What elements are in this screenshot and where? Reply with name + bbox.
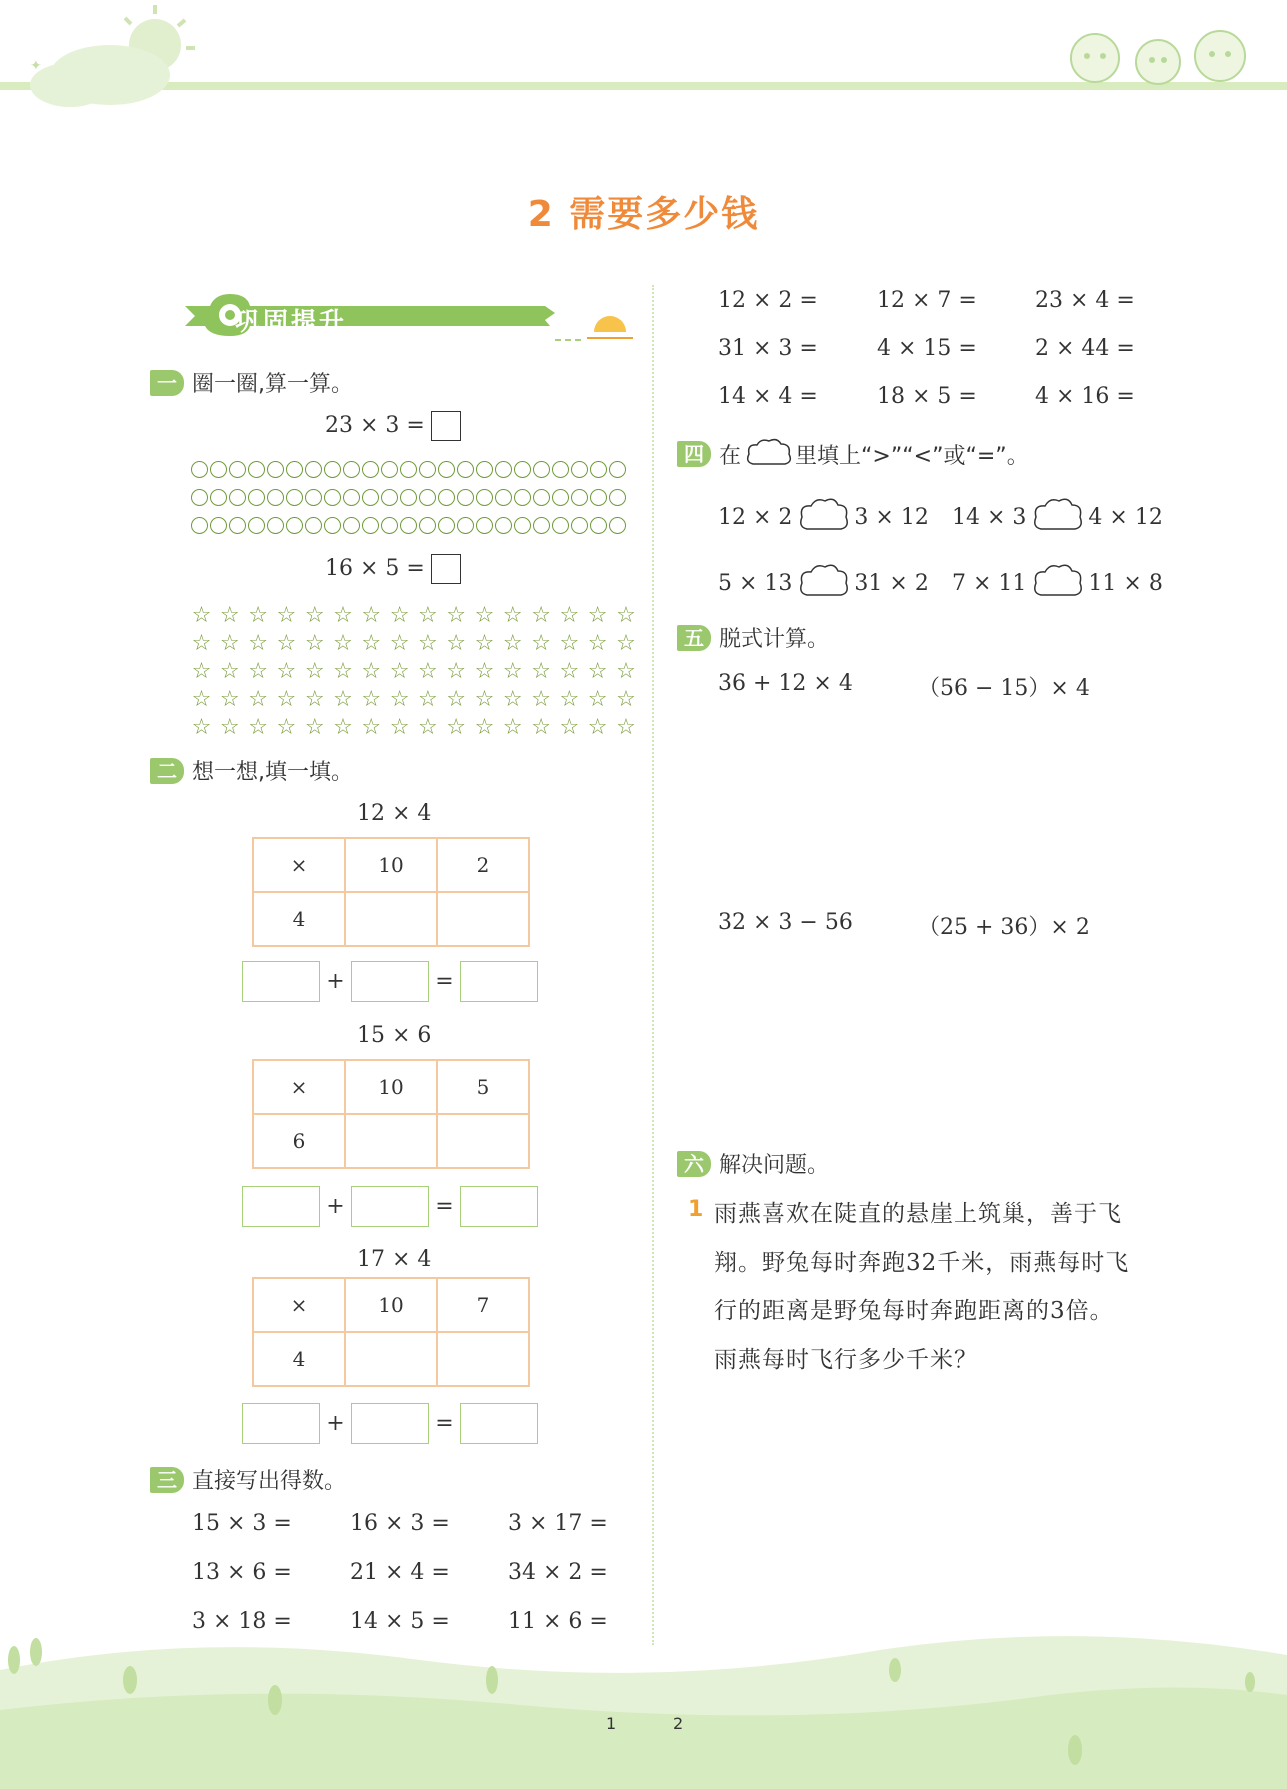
multiplication-grid-1	[252, 837, 530, 947]
step-calc-item: 36 + 12 × 4	[718, 671, 853, 696]
circle-icon[interactable]	[552, 461, 569, 478]
star-icon[interactable]: ☆	[304, 603, 325, 628]
star-icon[interactable]: ☆	[304, 631, 325, 656]
sum-row-3	[242, 1403, 538, 1444]
star-icon[interactable]: ☆	[219, 631, 240, 656]
section-badge: 六	[677, 1151, 711, 1177]
answer-box[interactable]	[431, 411, 461, 441]
grid-header: 10	[345, 1060, 437, 1114]
star-icon[interactable]: ☆	[361, 631, 382, 656]
star-icon[interactable]: ☆	[587, 687, 608, 712]
circle-icon[interactable]	[210, 461, 227, 478]
equals-sign: =	[435, 1194, 454, 1219]
circle-icon[interactable]	[343, 489, 360, 506]
circle-icon[interactable]	[419, 461, 436, 478]
star-icon[interactable]: ☆	[474, 659, 495, 684]
circle-row-2	[191, 489, 628, 506]
star-icon[interactable]: ☆	[389, 603, 410, 628]
circle-icon[interactable]	[514, 517, 531, 534]
block-1-expression: 12 × 4	[357, 801, 432, 826]
grid-header: 5	[437, 1060, 529, 1114]
circle-icon[interactable]	[248, 461, 265, 478]
star-icon[interactable]: ☆	[531, 715, 551, 740]
star-row-5	[190, 716, 643, 739]
grid-header: 2	[437, 838, 529, 892]
circle-icon[interactable]	[229, 461, 246, 478]
circle-icon[interactable]	[495, 517, 512, 534]
sum-input[interactable]	[242, 961, 320, 1002]
star-icon[interactable]: ☆	[559, 715, 580, 740]
circle-icon[interactable]	[362, 517, 379, 534]
star-icon[interactable]: ☆	[616, 659, 636, 684]
circle-icon[interactable]	[590, 489, 607, 506]
circle-icon[interactable]	[571, 489, 588, 506]
star-icon[interactable]: ☆	[219, 687, 240, 712]
calc-item: 13 × 6 =	[192, 1560, 292, 1585]
block-2-expression: 15 × 6	[357, 1023, 432, 1048]
page-number-right: 2	[673, 1714, 684, 1733]
plus-sign: +	[326, 969, 345, 994]
circle-icon[interactable]	[609, 517, 626, 534]
step-calc-item: （56 − 15）× 4	[918, 676, 1090, 701]
section-title: 脱式计算。	[719, 627, 830, 652]
circle-icon[interactable]	[381, 461, 398, 478]
star-icon[interactable]: ☆	[418, 631, 438, 656]
equals-sign: =	[435, 969, 454, 994]
circle-icon[interactable]	[552, 517, 569, 534]
column-divider	[652, 285, 654, 1645]
section-4-heading	[677, 436, 1029, 472]
star-icon[interactable]: ☆	[389, 659, 410, 684]
sum-row-2	[242, 1186, 538, 1227]
compare-item	[952, 561, 1163, 605]
compare-left: 7 × 11	[952, 570, 1027, 596]
grid-row-label: 4	[253, 1332, 345, 1386]
section-badge: 二	[150, 758, 184, 784]
circle-icon[interactable]	[438, 461, 455, 478]
compare-item	[718, 561, 929, 605]
problem-line: 行的距离是野兔每时奔跑距离的3倍。	[714, 1298, 1114, 1324]
circle-icon[interactable]	[533, 517, 550, 534]
star-row-1	[190, 604, 643, 627]
circle-icon[interactable]	[305, 517, 322, 534]
circle-icon[interactable]	[362, 489, 379, 506]
circle-icon[interactable]	[590, 461, 607, 478]
star-icon[interactable]: ☆	[418, 715, 438, 740]
grid-header: 10	[345, 838, 437, 892]
grid-cell[interactable]	[345, 1332, 437, 1386]
star-icon[interactable]: ☆	[219, 603, 240, 628]
circle-icon[interactable]	[571, 461, 588, 478]
star-icon[interactable]: ☆	[191, 631, 212, 656]
star-icon[interactable]: ☆	[616, 715, 636, 740]
section-badge: 三	[150, 1467, 184, 1493]
grid-cell[interactable]	[437, 1114, 529, 1168]
circle-icon[interactable]	[362, 461, 379, 478]
circle-icon[interactable]	[476, 489, 493, 506]
circle-icon[interactable]	[210, 489, 227, 506]
page-number-left: 1	[606, 1714, 617, 1733]
star-icon[interactable]: ☆	[389, 631, 410, 656]
grid-cell[interactable]	[437, 1332, 529, 1386]
star-icon[interactable]: ☆	[248, 715, 268, 740]
star-icon[interactable]: ☆	[531, 659, 551, 684]
star-icon[interactable]: ☆	[276, 603, 297, 628]
sum-result[interactable]	[460, 961, 538, 1002]
star-icon[interactable]: ☆	[304, 659, 325, 684]
calc-item: 18 × 5 =	[877, 384, 977, 409]
circle-icon[interactable]	[267, 517, 284, 534]
star-icon[interactable]: ☆	[389, 715, 410, 740]
star-icon[interactable]: ☆	[333, 687, 353, 712]
sum-row-1	[242, 961, 538, 1002]
star-icon[interactable]: ☆	[559, 603, 580, 628]
circle-icon[interactable]	[609, 489, 626, 506]
circle-icon[interactable]	[400, 517, 417, 534]
circle-icon[interactable]	[571, 517, 588, 534]
star-icon[interactable]: ☆	[446, 631, 467, 656]
star-icon[interactable]: ☆	[474, 715, 495, 740]
grid-cell[interactable]	[345, 892, 437, 946]
calc-item: 21 × 4 =	[350, 1560, 450, 1585]
section-6-heading	[677, 1148, 829, 1179]
star-icon[interactable]: ☆	[361, 715, 382, 740]
star-icon[interactable]: ☆	[502, 659, 523, 684]
star-icon[interactable]: ☆	[248, 631, 268, 656]
hills-decoration	[0, 1600, 1287, 1789]
problem-number: 1	[688, 1197, 704, 1222]
circle-icon[interactable]	[324, 461, 341, 478]
circle-icon[interactable]	[343, 461, 360, 478]
multiplication-grid-3	[252, 1277, 530, 1387]
star-icon[interactable]: ☆	[191, 687, 212, 712]
star-icon[interactable]: ☆	[248, 687, 268, 712]
star-icon[interactable]: ☆	[333, 631, 353, 656]
star-icon[interactable]: ☆	[276, 631, 297, 656]
banner-label: 巩固提升	[235, 307, 348, 336]
star-icon[interactable]: ☆	[587, 715, 608, 740]
section-3-heading	[150, 1464, 346, 1495]
problem-line: 雨燕喜欢在陡直的悬崖上筑巢，善于飞	[714, 1201, 1122, 1227]
calc-item: 15 × 3 =	[192, 1511, 292, 1536]
circle-icon[interactable]	[229, 517, 246, 534]
animal-faces-decoration	[1060, 20, 1260, 90]
star-icon[interactable]: ☆	[474, 631, 495, 656]
circle-icon[interactable]	[438, 489, 455, 506]
circle-icon[interactable]	[305, 461, 322, 478]
star-icon[interactable]: ☆	[361, 659, 382, 684]
circle-icon[interactable]	[191, 461, 208, 478]
calc-item: 4 × 16 =	[1035, 384, 1135, 409]
circle-icon[interactable]	[248, 517, 265, 534]
star-icon[interactable]: ☆	[276, 687, 297, 712]
equation-16x5	[325, 554, 461, 584]
circle-icon[interactable]	[324, 517, 341, 534]
star-icon[interactable]: ☆	[219, 659, 240, 684]
compare-cloud[interactable]	[1030, 561, 1084, 605]
calc-item: 3 × 17 =	[508, 1511, 608, 1536]
star-icon[interactable]: ☆	[502, 603, 523, 628]
calc-item: 14 × 5 =	[350, 1609, 450, 1634]
star-icon[interactable]: ☆	[191, 715, 212, 740]
section-title: 圈一圈,算一算。	[192, 372, 353, 397]
problem-line: 雨燕每时飞行多少千米？	[714, 1347, 978, 1373]
star-icon[interactable]: ☆	[248, 659, 268, 684]
circle-icon[interactable]	[400, 489, 417, 506]
star-icon[interactable]: ☆	[446, 715, 467, 740]
star-icon[interactable]: ☆	[191, 659, 212, 684]
circle-icon[interactable]	[248, 489, 265, 506]
star-icon[interactable]: ☆	[418, 603, 438, 628]
section-badge: 五	[677, 625, 711, 651]
star-icon[interactable]: ☆	[531, 631, 551, 656]
star-icon[interactable]: ☆	[502, 715, 523, 740]
circle-icon[interactable]	[229, 489, 246, 506]
circle-icon[interactable]	[343, 517, 360, 534]
star-icon[interactable]: ☆	[587, 631, 608, 656]
circle-icon[interactable]	[495, 461, 512, 478]
star-icon[interactable]: ☆	[559, 687, 580, 712]
star-icon[interactable]: ☆	[502, 631, 523, 656]
sum-result[interactable]	[460, 1186, 538, 1227]
circle-icon[interactable]	[324, 489, 341, 506]
star-icon[interactable]: ☆	[333, 715, 353, 740]
sum-input[interactable]	[242, 1403, 320, 1444]
circle-icon[interactable]	[476, 461, 493, 478]
section-title-pre: 在	[719, 443, 742, 469]
step-calc-item: （25 + 36）× 2	[918, 915, 1090, 940]
star-icon[interactable]: ☆	[248, 603, 268, 628]
svg-text:✦: ✦	[30, 58, 42, 74]
section-2-heading	[150, 755, 353, 786]
circle-icon[interactable]	[552, 489, 569, 506]
compare-cloud[interactable]	[796, 495, 850, 539]
circle-icon[interactable]	[609, 461, 626, 478]
grid-cell[interactable]	[345, 1114, 437, 1168]
star-icon[interactable]: ☆	[276, 659, 297, 684]
star-icon[interactable]: ☆	[389, 687, 410, 712]
circle-icon[interactable]	[305, 489, 322, 506]
compare-right: 11 × 8	[1088, 570, 1163, 596]
grid-row-label: 6	[253, 1114, 345, 1168]
problem-line: 翔。野兔每时奔跑32千米，雨燕每时飞	[714, 1250, 1130, 1276]
circle-icon[interactable]	[267, 489, 284, 506]
grid-corner: ×	[253, 838, 345, 892]
block-3-expression: 17 × 4	[357, 1247, 432, 1272]
grid-header: 10	[345, 1278, 437, 1332]
sun-cloud-decoration	[0, 0, 200, 120]
circle-icon[interactable]	[419, 517, 436, 534]
circle-icon[interactable]	[210, 517, 227, 534]
star-icon[interactable]: ☆	[304, 687, 325, 712]
circle-row-1	[191, 461, 628, 478]
calc-item: 12 × 2 =	[718, 288, 818, 313]
circle-icon[interactable]	[400, 461, 417, 478]
section-5-heading	[677, 622, 829, 653]
star-row-4	[190, 688, 643, 711]
star-icon[interactable]: ☆	[559, 631, 580, 656]
star-icon[interactable]: ☆	[616, 631, 636, 656]
circle-icon[interactable]	[533, 489, 550, 506]
sum-input[interactable]	[351, 1186, 429, 1227]
grid-header: 7	[437, 1278, 529, 1332]
circle-icon[interactable]	[286, 489, 303, 506]
star-icon[interactable]: ☆	[446, 687, 467, 712]
circle-icon[interactable]	[286, 461, 303, 478]
equation-text: 16 × 5 =	[325, 556, 425, 581]
cloud-icon	[743, 436, 793, 472]
calc-item: 34 × 2 =	[508, 1560, 608, 1585]
section-title: 解决问题。	[719, 1153, 830, 1178]
calc-item: 11 × 6 =	[508, 1609, 608, 1634]
calc-item: 23 × 4 =	[1035, 288, 1135, 313]
star-icon[interactable]: ☆	[474, 603, 495, 628]
star-icon[interactable]: ☆	[446, 659, 467, 684]
calc-item: 4 × 15 =	[877, 336, 977, 361]
star-icon[interactable]: ☆	[333, 659, 353, 684]
circle-icon[interactable]	[191, 517, 208, 534]
plus-sign: +	[326, 1411, 345, 1436]
section-title: 直接写出得数。	[192, 1469, 347, 1494]
compare-item	[718, 495, 929, 539]
section-title: 想一想,填一填。	[192, 760, 353, 785]
calc-item: 12 × 7 =	[877, 288, 977, 313]
circle-icon[interactable]	[495, 489, 512, 506]
circle-icon[interactable]	[438, 517, 455, 534]
compare-left: 12 × 2	[718, 504, 793, 530]
compare-item	[952, 495, 1163, 539]
star-icon[interactable]: ☆	[361, 687, 382, 712]
star-icon[interactable]: ☆	[304, 715, 325, 740]
calc-item: 2 × 44 =	[1035, 336, 1135, 361]
sum-input[interactable]	[351, 1403, 429, 1444]
grid-row-label: 4	[253, 892, 345, 946]
grid-cell[interactable]	[437, 892, 529, 946]
circle-row-3	[191, 517, 628, 534]
compare-left: 5 × 13	[718, 570, 793, 596]
answer-box[interactable]	[431, 554, 461, 584]
circle-icon[interactable]	[476, 517, 493, 534]
compare-right: 31 × 2	[854, 570, 929, 596]
star-icon[interactable]: ☆	[333, 603, 353, 628]
section-1-heading	[150, 367, 353, 398]
circle-icon[interactable]	[457, 517, 474, 534]
star-icon[interactable]: ☆	[559, 659, 580, 684]
circle-icon[interactable]	[191, 489, 208, 506]
circle-icon[interactable]	[533, 461, 550, 478]
compare-cloud[interactable]	[796, 561, 850, 605]
compare-left: 14 × 3	[952, 504, 1027, 530]
star-icon[interactable]: ☆	[587, 659, 608, 684]
grid-corner: ×	[253, 1278, 345, 1332]
compare-right: 4 × 12	[1088, 504, 1163, 530]
plus-sign: +	[326, 1194, 345, 1219]
star-icon[interactable]: ☆	[616, 603, 636, 628]
star-icon[interactable]: ☆	[276, 715, 297, 740]
sum-input[interactable]	[351, 961, 429, 1002]
star-icon[interactable]: ☆	[531, 687, 551, 712]
circle-icon[interactable]	[590, 517, 607, 534]
star-icon[interactable]: ☆	[474, 687, 495, 712]
equation-text: 23 × 3 =	[325, 413, 425, 438]
section-badge: 四	[677, 441, 711, 467]
section-title-post: 里填上“>”“<”或“=”。	[795, 443, 1029, 469]
calc-item: 16 × 3 =	[350, 1511, 450, 1536]
circle-icon[interactable]	[514, 461, 531, 478]
circle-icon[interactable]	[381, 489, 398, 506]
sum-input[interactable]	[242, 1186, 320, 1227]
compare-right: 3 × 12	[854, 504, 929, 530]
grid-corner: ×	[253, 1060, 345, 1114]
star-row-3	[190, 660, 643, 683]
circle-icon[interactable]	[286, 517, 303, 534]
star-icon[interactable]: ☆	[418, 687, 438, 712]
calc-item: 31 × 3 =	[718, 336, 818, 361]
star-icon[interactable]: ☆	[446, 603, 467, 628]
circle-icon[interactable]	[457, 489, 474, 506]
star-icon[interactable]: ☆	[191, 603, 212, 628]
circle-icon[interactable]	[457, 461, 474, 478]
star-icon[interactable]: ☆	[616, 687, 636, 712]
star-icon[interactable]: ☆	[361, 603, 382, 628]
circle-icon[interactable]	[267, 461, 284, 478]
compare-cloud[interactable]	[1030, 495, 1084, 539]
star-icon[interactable]: ☆	[531, 603, 551, 628]
section-badge: 一	[150, 370, 184, 396]
star-icon[interactable]: ☆	[418, 659, 438, 684]
section-banner	[155, 286, 635, 342]
equation-23x3	[325, 411, 461, 441]
calc-item: 14 × 4 =	[718, 384, 818, 409]
star-icon[interactable]: ☆	[219, 715, 240, 740]
page-title: 2 需要多少钱	[527, 194, 760, 235]
star-row-2	[190, 632, 643, 655]
star-icon[interactable]: ☆	[587, 603, 608, 628]
calc-item: 3 × 18 =	[192, 1609, 292, 1634]
sum-result[interactable]	[460, 1403, 538, 1444]
circle-icon[interactable]	[381, 517, 398, 534]
star-icon[interactable]: ☆	[502, 687, 523, 712]
circle-icon[interactable]	[419, 489, 436, 506]
circle-icon[interactable]	[514, 489, 531, 506]
equals-sign: =	[435, 1411, 454, 1436]
step-calc-item: 32 × 3 − 56	[718, 910, 853, 935]
multiplication-grid-2	[252, 1059, 530, 1169]
